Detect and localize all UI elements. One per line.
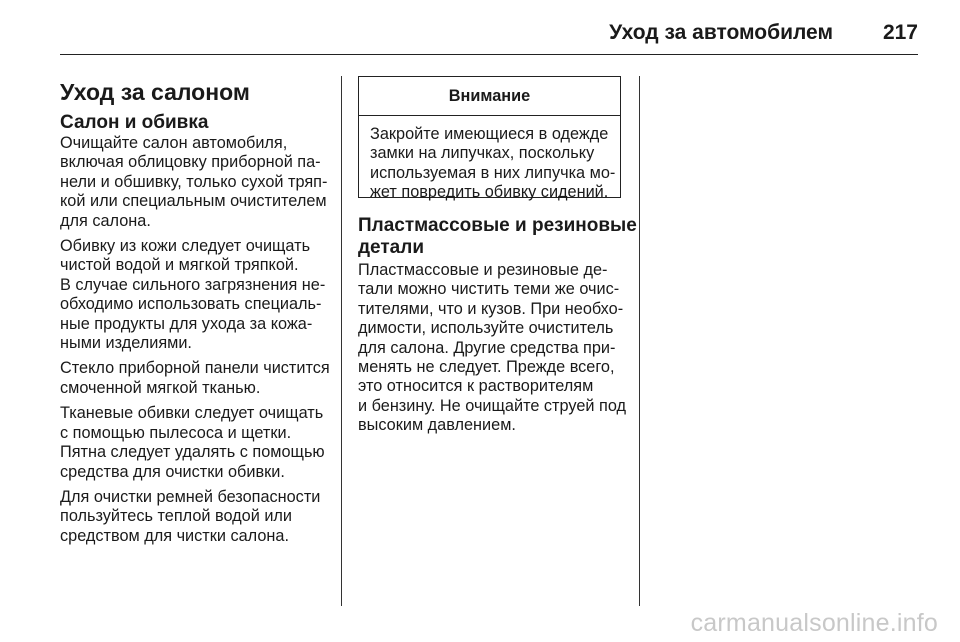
text-line: средством для чистки салона. — [60, 526, 289, 545]
text-line: высоким давлением. — [358, 416, 516, 435]
text-line: Тканевые обивки следует очищать — [60, 404, 324, 423]
paragraph — [60, 237, 330, 353]
warning-title: Внимание — [359, 77, 620, 116]
subsection-title: Салон и обивка — [60, 112, 209, 133]
text-line: Пластмассовые и резиновые де- — [358, 261, 608, 279]
right-column — [358, 215, 637, 442]
section-title: Уход за салоном — [60, 79, 250, 105]
text-line: для салона. Другие средства при- — [358, 338, 616, 357]
text-line: для салона. — [60, 211, 151, 230]
text-line: замки на липучках, поскольку — [370, 144, 595, 163]
left-column — [60, 78, 330, 552]
column-divider-right — [639, 76, 640, 606]
text-line: нели и обшивку, только сухой тряп- — [60, 172, 328, 191]
paragraph — [60, 488, 330, 546]
text-line: менять не следует. Прежде всего, — [358, 358, 615, 377]
text-line: тителями, что и кузов. При необхо- — [358, 299, 624, 318]
watermark: carmanualsonline.info — [690, 609, 938, 637]
page-header — [60, 12, 918, 55]
column-divider-left — [341, 76, 342, 606]
text-line: это относится к растворителям — [358, 377, 594, 396]
text-line: Пятна следует удалять с помощью — [60, 443, 325, 462]
text-line: Для очистки ремней безопасности — [60, 487, 321, 506]
text-line: Обивку из кожи следует очищать — [60, 237, 311, 256]
right-subsection-title — [358, 215, 637, 259]
left-paragraphs — [60, 134, 330, 546]
chapter-title: Уход за автомобилем — [609, 21, 833, 44]
text-line: В случае сильного загрязнения не- — [60, 275, 326, 294]
text-line: используемая в них липучка мо- — [370, 163, 616, 182]
text-line: с помощью пылесоса и щетки. — [60, 423, 292, 442]
paragraph — [60, 134, 330, 231]
page-number: 217 — [882, 21, 918, 44]
warning-box — [358, 76, 621, 202]
text-line: средства для очистки обивки. — [60, 462, 285, 481]
paragraph — [60, 404, 330, 482]
text-line: Очищайте салон автомобиля, — [60, 134, 288, 152]
text-line: включая облицовку приборной па- — [60, 153, 321, 172]
text-line: Закройте имеющиеся в одежде — [370, 125, 609, 143]
text-line: обходимо использовать специаль- — [60, 295, 322, 314]
text-line: и бензину. Не очищайте струей под — [358, 396, 627, 415]
text-line: детали — [358, 237, 424, 258]
text-line: димости, используйте очиститель — [358, 319, 614, 338]
text-line: Стекло приборной панели чистится — [60, 359, 330, 378]
text-line: кой или специальным очистителем — [60, 192, 327, 211]
warning-text — [359, 116, 620, 203]
text-line: ными изделиями. — [60, 334, 192, 353]
right-paragraph — [358, 261, 637, 436]
text-line: пользуйтесь теплой водой или — [60, 507, 293, 526]
text-line: ные продукты для ухода за кожа- — [60, 314, 313, 333]
text-line: смоченной мягкой тканью. — [60, 378, 261, 397]
text-line: тали можно чистить теми же очис- — [358, 280, 620, 299]
text-line: чистой водой и мягкой тряпкой. — [60, 256, 299, 275]
paragraph — [60, 359, 330, 398]
text-line: Пластмассовые и резиновые — [358, 215, 637, 236]
text-line: жет повредить обивку сидений. — [370, 183, 609, 202]
